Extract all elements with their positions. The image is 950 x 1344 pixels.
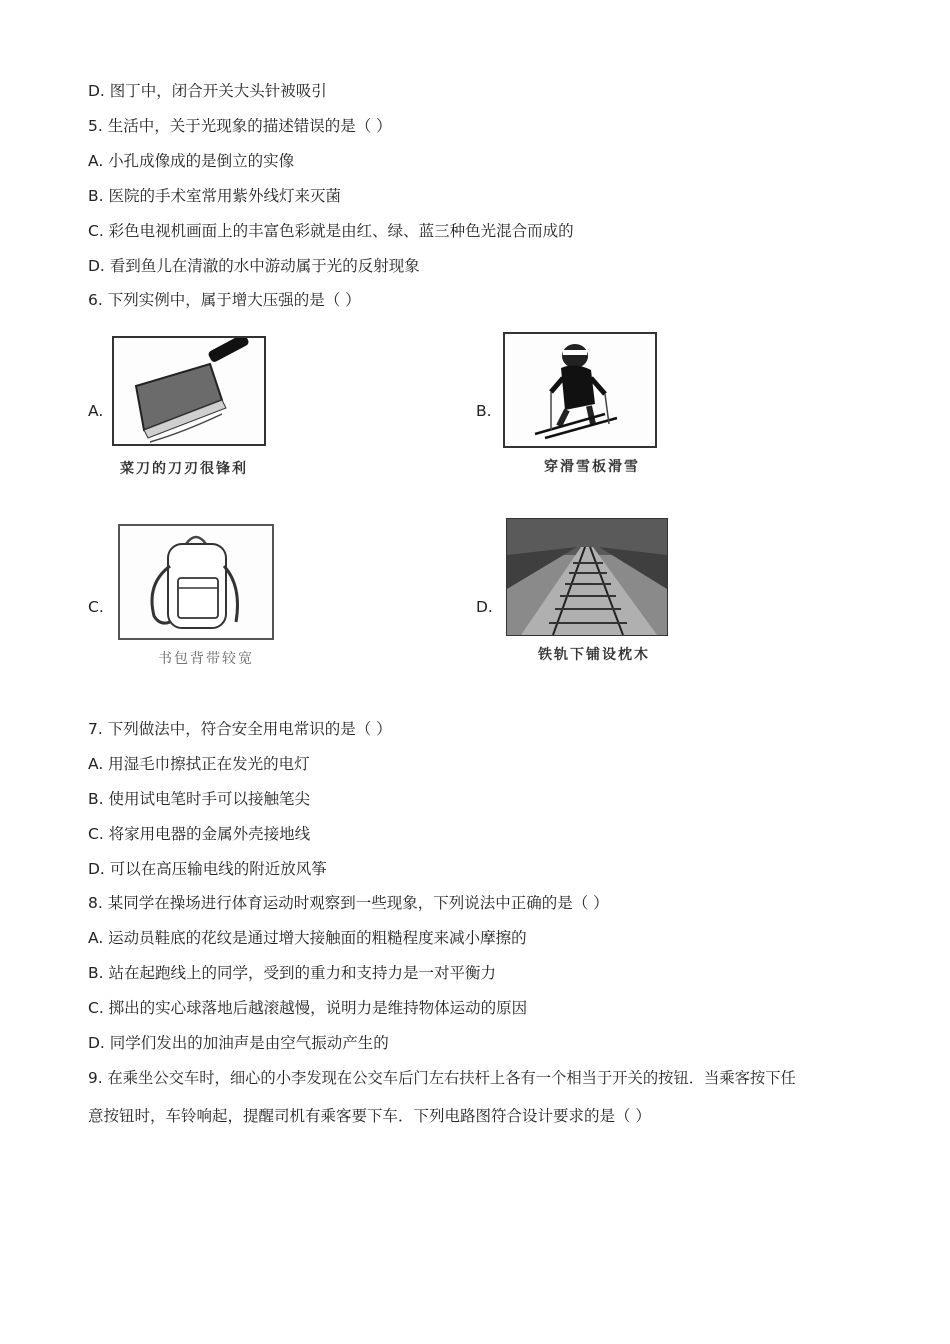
q6-option-c-label: C. [88,598,104,616]
q8-option-b: B. 站在起跑线上的同学，受到的重力和支持力是一对平衡力 [88,964,496,982]
q7-option-b: B. 使用试电笔时手可以接触笔尖 [88,790,310,808]
q6-option-d-caption: 铁轨下铺设枕木 [538,647,650,663]
q5-option-c: C. 彩色电视机画面上的丰富色彩就是由红、绿、蓝三种色光混合而成的 [88,222,574,240]
q8-option-a: A. 运动员鞋底的花纹是通过增大接触面的粗糙程度来减小摩擦的 [88,929,527,947]
q7-stem: 7. 下列做法中，符合安全用电常识的是（ ） [88,720,392,738]
q6-option-a-caption: 菜刀的刀刃很锋利 [120,461,248,477]
q7-option-d: D. 可以在高压输电线的附近放风筝 [88,860,327,878]
q8-option-c: C. 掷出的实心球落地后越滚越慢，说明力是维持物体运动的原因 [88,999,528,1017]
q8-stem: 8. 某同学在操场进行体育运动时观察到一些现象，下列说法中正确的是（ ） [88,894,609,912]
q5-stem: 5. 生活中，关于光现象的描述错误的是（ ） [88,117,392,135]
q6-stem: 6. 下列实例中，属于增大压强的是（ ） [88,291,361,309]
q7-option-c: C. 将家用电器的金属外壳接地线 [88,825,311,843]
cleaver-icon [114,338,264,444]
q6-option-c-figure [114,522,284,672]
q6-option-c-caption: 书包背带较宽 [158,651,254,667]
q4-option-d: D. 图丁中，闭合开关大头针被吸引 [88,82,327,100]
q6-option-d-label: D. [476,598,493,616]
q5-option-d: D. 看到鱼儿在清澈的水中游动属于光的反射现象 [88,257,420,275]
q6-option-b-figure [500,330,670,478]
q9-stem-line-1: 9. 在乘坐公交车时，细心的小李发现在公交车后门左右扶杆上各有一个相当于开关的按钮．当乘客按下任 [88,1069,796,1087]
q7-option-a: A. 用湿毛巾擦拭正在发光的电灯 [88,755,310,773]
q8-option-d: D. 同学们发出的加油声是由空气振动产生的 [88,1034,389,1052]
q6-option-a-figure [110,334,280,482]
railway-track-icon [507,519,667,635]
q5-option-b: B. 医院的手术室常用紫外线灯来灭菌 [88,187,341,205]
q6-option-d-figure [504,516,672,668]
q6-option-b-caption: 穿滑雪板滑雪 [544,459,640,475]
q5-option-a: A. 小孔成像成的是倒立的实像 [88,152,295,170]
skier-icon [505,334,655,446]
q6-option-b-label: B. [476,402,492,420]
backpack-icon [120,526,272,638]
q6-option-a-label: A. [88,402,104,420]
q9-stem-line-2: 意按钮时，车铃响起，提醒司机有乘客要下车．下列电路图符合设计要求的是（ ） [88,1107,651,1125]
